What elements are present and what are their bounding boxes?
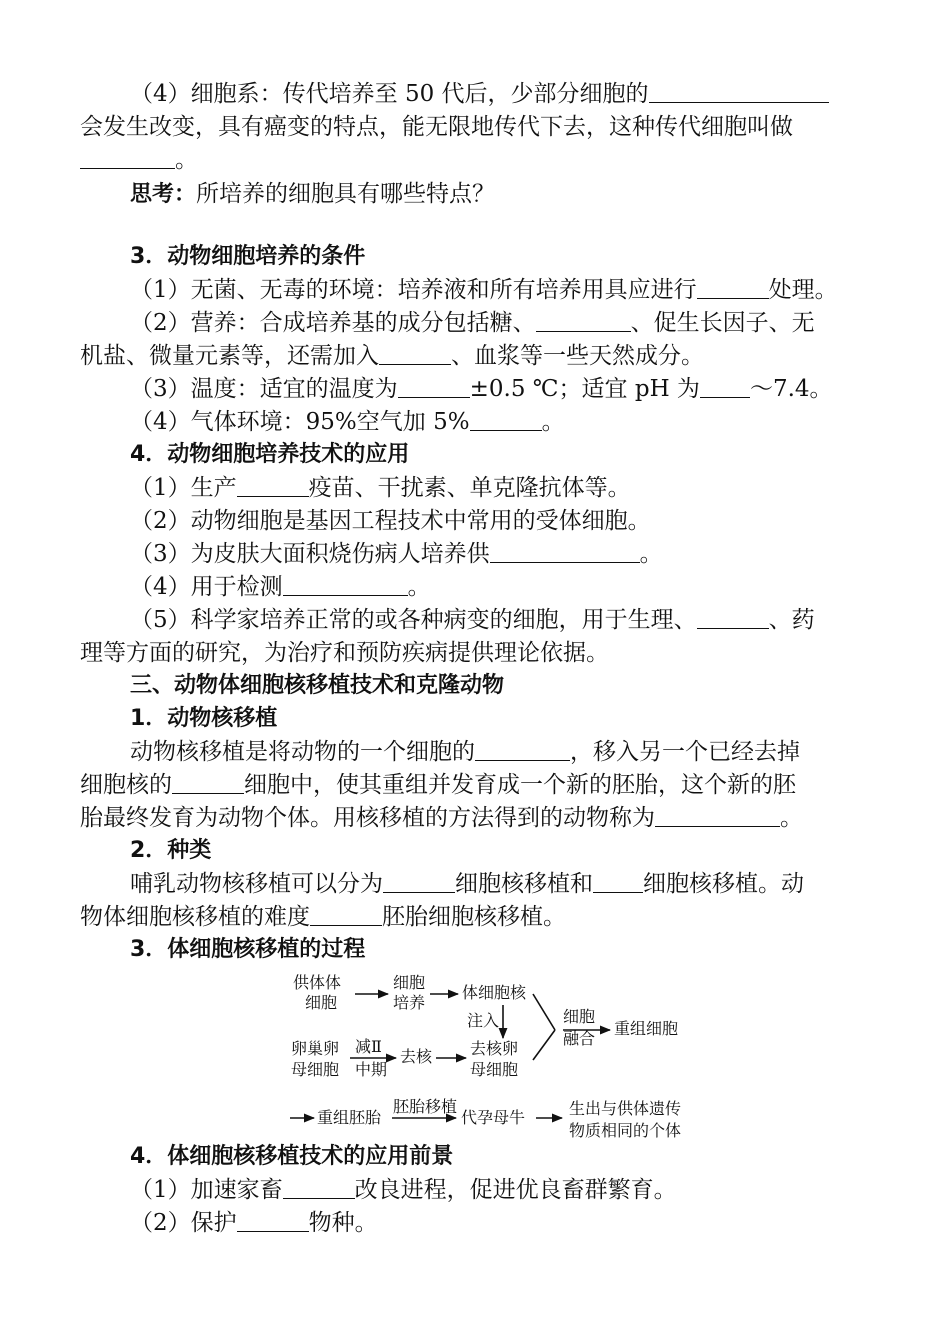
section-4-title: 4．动物细胞培养技术的应用 bbox=[130, 442, 410, 467]
oocyte-label-2: 母细胞 bbox=[291, 1060, 340, 1079]
condition-3: （3）温度：适宜的温度为 ±0.5 ℃；适宜 pH 为 ～7.4。 bbox=[130, 376, 833, 402]
enucleated-oocyte-label-2: 母细胞 bbox=[470, 1060, 519, 1079]
offspring-label-1: 生出与供体遗传 bbox=[569, 1099, 682, 1118]
fusion-label-2: 融合 bbox=[563, 1029, 596, 1048]
cell-culture-label-2: 培养 bbox=[393, 993, 426, 1012]
application-2: （2）动物细胞是基因工程技术中常用的受体细胞。 bbox=[130, 508, 651, 534]
types-line1: 哺乳动物核移植可以分为 细胞核移植和 细胞核移植。动 bbox=[130, 871, 804, 897]
answer-blank[interactable] bbox=[237, 1209, 309, 1232]
cell-line-para-line3: 。 bbox=[80, 144, 198, 176]
subsection-3-title: 3．体细胞核移植的过程 bbox=[130, 937, 366, 962]
cell-line-para-line2: 会发生改变，具有癌变的特点，能无限地传代下去，这种传代细胞叫做 bbox=[80, 114, 793, 140]
condition-2-line1: （2）营养：合成培养基的成分包括糖、 、促生长因子、无 bbox=[130, 310, 815, 336]
cell-culture-label-1: 细胞 bbox=[393, 973, 426, 992]
offspring-label-2: 物质相同的个体 bbox=[569, 1121, 682, 1140]
inject-label: 注入 bbox=[467, 1011, 500, 1030]
nuclear-transfer-line3: 胎最终发育为动物个体。用核移植的方法得到的动物称为 。 bbox=[80, 805, 803, 831]
condition-2-line2: 机盐、微量元素等，还需加入 、血浆等一些天然成分。 bbox=[80, 343, 704, 369]
meiosis-label-1: 减Ⅱ bbox=[355, 1037, 382, 1056]
recombined-embryo-label: 重组胚胎 bbox=[317, 1108, 382, 1127]
cell-line-para-line1: （4）细胞系：传代培养至 50 代后，少部分细胞的 bbox=[130, 78, 829, 110]
application-4: （4）用于检测 。 bbox=[130, 574, 431, 600]
subsection-1-title: 1．动物核移植 bbox=[130, 706, 278, 731]
nuclear-transfer-line2: 细胞核的 细胞中，使其重组并发育成一个新的胚胎，这个新的胚 bbox=[80, 772, 796, 798]
somatic-nucleus-label: 体细胞核 bbox=[462, 983, 527, 1002]
application-1: （1）生产 疫苗、干扰素、单克隆抗体等。 bbox=[130, 475, 631, 501]
types-line2: 物体细胞核移植的难度 胚胎细胞核移植。 bbox=[80, 904, 566, 930]
donor-cell-label-1: 供体体 bbox=[293, 973, 342, 992]
fusion-label-1: 细胞 bbox=[563, 1007, 596, 1026]
recombined-cell-label: 重组细胞 bbox=[614, 1019, 679, 1038]
nuclear-transfer-line1: 动物核移植是将动物的一个细胞的 ，移入另一个已经去掉 bbox=[130, 739, 800, 765]
application-5-line2: 理等方面的研究，为治疗和预防疾病提供理论依据。 bbox=[80, 640, 609, 666]
enucleate-label: 去核 bbox=[400, 1047, 433, 1066]
section-3-title: 3．动物细胞培养的条件 bbox=[130, 244, 366, 269]
application-5-line1: （5）科学家培养正常的或各种病变的细胞，用于生理、 、药 bbox=[130, 607, 815, 633]
enucleated-oocyte-label-1: 去核卵 bbox=[470, 1039, 519, 1058]
subsection-4-title: 4．体细胞核移植技术的应用前景 bbox=[130, 1144, 454, 1169]
meiosis-label-2: 中期 bbox=[355, 1060, 388, 1079]
oocyte-label-1: 卵巢卵 bbox=[291, 1039, 340, 1058]
branch-upper bbox=[533, 994, 555, 1030]
donor-cell-label-2: 细胞 bbox=[305, 993, 338, 1012]
subsection-2-title: 2．种类 bbox=[130, 838, 212, 863]
condition-4: （4）气体环境：95%空气加 5% 。 bbox=[130, 409, 565, 435]
branch-lower bbox=[533, 1030, 555, 1060]
prospect-1: （1）加速家畜 改良进程，促进优良畜群繁育。 bbox=[130, 1177, 677, 1203]
embryo-transfer-label: 胚胎移植 bbox=[393, 1097, 458, 1116]
think-text: 所培养的细胞具有哪些特点？ bbox=[196, 181, 496, 207]
application-3: （3）为皮肤大面积烧伤病人培养供 。 bbox=[130, 541, 663, 567]
surrogate-label: 代孕母牛 bbox=[461, 1108, 526, 1127]
condition-1: （1）无菌、无毒的环境：培养液和所有培养用具应进行 处理。 bbox=[130, 277, 838, 303]
prospect-2: （2）保护 物种。 bbox=[130, 1210, 378, 1236]
think-label: 思考： bbox=[130, 182, 197, 207]
answer-blank[interactable] bbox=[283, 1176, 355, 1199]
part-3-title: 三、动物体细胞核移植技术和克隆动物 bbox=[130, 673, 505, 698]
